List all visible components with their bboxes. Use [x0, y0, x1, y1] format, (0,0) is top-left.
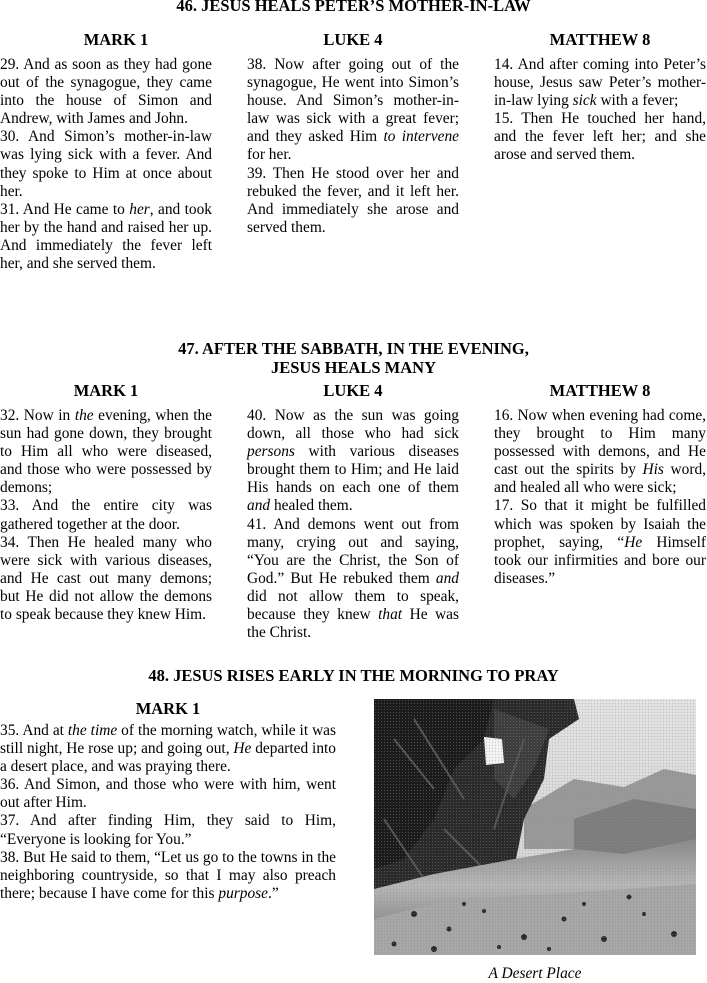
verse-italic-text: His — [642, 461, 664, 479]
verse — [494, 56, 706, 110]
verse-italic-text: and — [435, 569, 459, 587]
verse-text: .” — [267, 884, 279, 902]
verse — [247, 56, 459, 165]
verse-text: 31. And He came to — [0, 200, 130, 218]
verse — [0, 56, 212, 128]
verse-italic-text: purpose — [218, 884, 268, 902]
section-47-luke-heading: LUKE 4 — [323, 381, 383, 400]
section-46-luke-heading: LUKE 4 — [323, 30, 383, 49]
section-48-title: 48. JESUS RISES EARLY IN THE MORNING TO PRAY — [148, 666, 559, 685]
verse-text: 35. And at — [0, 722, 68, 739]
verse-text: evening, when the sun had gone down, they brought to Him all who were diseased, and those who were possessed by demons; — [0, 407, 212, 497]
verse-text: 37. And after finding Him, they said to Him, “Everyone is looking for You.” — [0, 812, 336, 848]
section-47-mark-text — [0, 407, 212, 624]
verse — [494, 110, 706, 164]
section-46-title: 46. JESUS HEALS PETER’S MOTHER-IN-LAW — [176, 0, 531, 15]
verse-text: 33. And the entire city was gathered together at the door. — [0, 497, 212, 533]
verse — [0, 534, 212, 624]
verse-text: 32. Now in — [0, 407, 75, 424]
verse-text: 29. And as soon as they had gone out of the synagogue, they came into the house of Simon and Andrew, with James and John. — [0, 56, 212, 128]
verse — [247, 516, 459, 643]
verse-italic-text: her — [129, 200, 150, 218]
verse-text: of the morning watch, while it was still night, He rose up; and going out, — [0, 722, 336, 758]
photo-caption: A Desert Place — [488, 965, 582, 982]
verse-text: 38. Now after going out of the synagogue, He went into Simon’s house. And Simon’s mother-in-law was sick with a great fever; and they asked Him — [247, 56, 459, 146]
section-47-title — [0, 339, 707, 377]
section-47-title-line-1: 47. AFTER THE SABBATH, IN THE EVENING, — [178, 339, 529, 358]
verse-text: 40. Now as the sun was going down, all those who had sick — [247, 407, 459, 443]
verse — [0, 128, 212, 200]
verse-italic-text: He — [233, 740, 252, 758]
verse — [494, 497, 706, 587]
section-46-mark-heading: MARK 1 — [83, 30, 149, 49]
verse-text: did not allow them to speak, because they knew — [247, 587, 459, 624]
verse — [0, 407, 212, 497]
verse-text: 16. Now when evening had come, they brought to Him many possessed with demons, and He cast out the spirits by — [494, 407, 706, 479]
section-47-matthew-heading: MATTHEW 8 — [549, 381, 651, 400]
verse-text: Himself took our infirmities and bore our diseases.” — [494, 533, 706, 587]
section-47-matthew-text — [494, 407, 706, 588]
verse — [0, 722, 336, 776]
verse-text: with a fever; — [596, 92, 679, 110]
verse — [0, 776, 336, 812]
verse-italic-text: sick — [572, 92, 597, 110]
section-46-matthew-text — [494, 56, 706, 165]
verse-text: for her. — [247, 146, 292, 164]
verse-italic-text: and — [247, 497, 271, 515]
verse — [0, 201, 212, 273]
verse-text: healed them. — [270, 497, 353, 515]
section-47-title-line-2: JESUS HEALS MANY — [270, 358, 437, 377]
verse — [0, 812, 336, 848]
verse-text: , and took her by the hand and raised her up. And immediately the fever left her, and she served them. — [0, 200, 212, 273]
section-46-mark-text — [0, 56, 212, 273]
verse-text: 38. But He said to them, “Let us go to the towns in the neighboring countryside, so that I may also preach there; because I have come for this — [0, 848, 336, 902]
verse-text: with various diseases brought them to Him; and He laid His hands on each one of them — [247, 443, 459, 497]
verse-text: departed into a desert place, and was praying there. — [0, 740, 336, 776]
verse-text: He was the Christ. — [247, 606, 459, 642]
verse-text: 34. Then He healed many who were sick with various diseases, and He cast out many demons; but He did not allow the demons to speak because they knew Him. — [0, 533, 212, 624]
section-48-mark-text — [0, 722, 336, 903]
verse-text: 41. And demons went out from many, crying out and saying, “You are the Christ, the Son of God.” But He rebuked them — [247, 515, 459, 587]
verse-italic-text: the time — [67, 722, 118, 739]
verse-italic-text: persons — [247, 443, 295, 461]
verse-text: word, and healed all who were sick; — [494, 461, 707, 497]
verse — [494, 407, 706, 497]
verse-text: 17. So that it might be fulfilled which was spoken by Isaiah the prophet, saying, “ — [494, 497, 706, 551]
verse — [247, 165, 459, 237]
section-47-luke-text — [247, 407, 459, 642]
verse-italic-text: to intervene — [383, 128, 460, 146]
verse — [0, 497, 212, 533]
verse-text: 14. And after coming into Peter’s house, Jesus saw Peter’s mother-in-law lying — [494, 56, 706, 110]
verse — [0, 849, 336, 903]
verse-text: 36. And Simon, and those who were with him, went out after Him. — [0, 776, 336, 812]
verse-text: 30. And Simon’s mother-in-law was lying sick with a fever. And they spoke to Him at once about her. — [0, 128, 212, 200]
section-48-mark-heading: MARK 1 — [135, 699, 201, 718]
verse-italic-text: He — [624, 533, 643, 551]
verse — [247, 407, 459, 516]
verse-italic-text: that — [378, 606, 403, 624]
verse-text: 39. Then He stood over her and rebuked the fever, and it left her. And immediately she arose and served them. — [247, 164, 459, 236]
verse-italic-text: the — [74, 407, 94, 424]
section-47-mark-heading: MARK 1 — [73, 381, 139, 400]
verse-text: 15. Then He touched her hand, and the fever left her; and she arose and served them. — [494, 110, 706, 164]
section-46-luke-text — [247, 56, 459, 237]
desert-place-photo — [374, 699, 696, 955]
section-46-matthew-heading: MATTHEW 8 — [549, 30, 651, 49]
